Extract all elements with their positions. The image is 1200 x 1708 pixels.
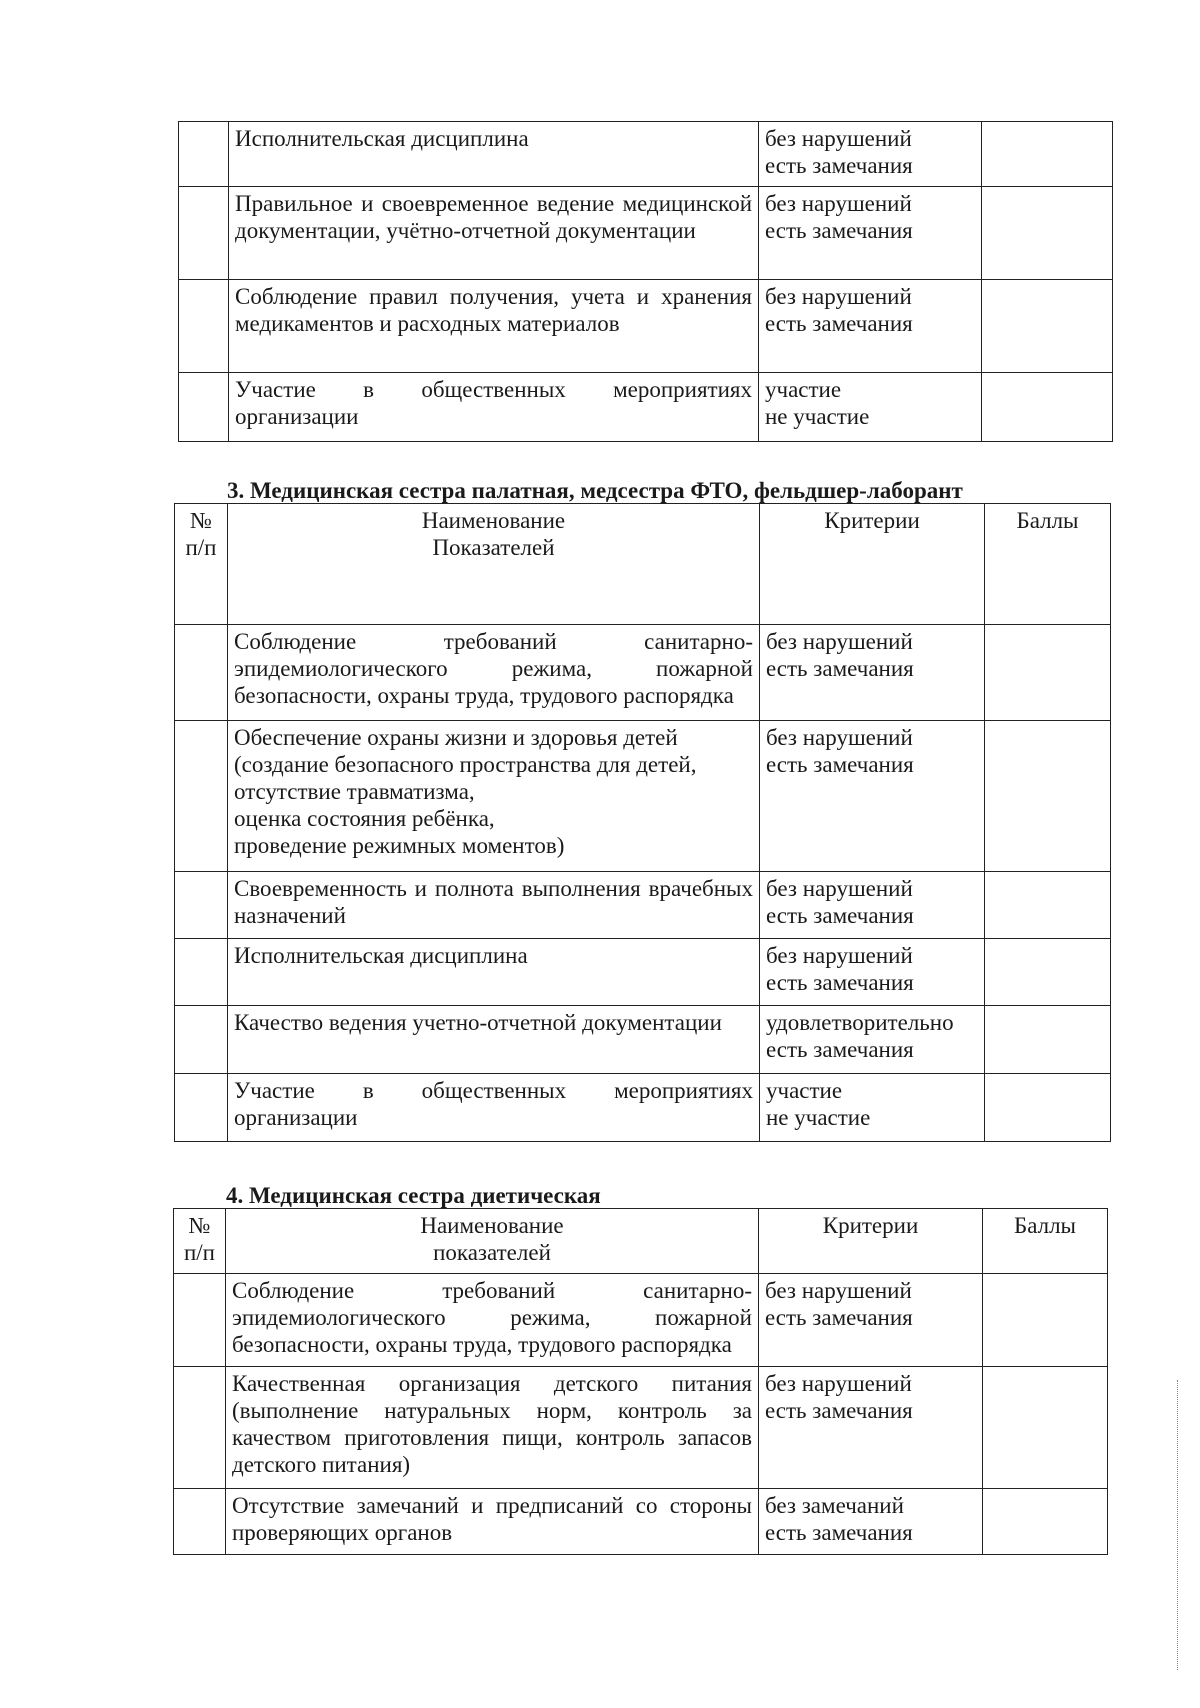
row-number <box>175 721 228 872</box>
table-row <box>174 1489 1108 1555</box>
criteria-cell <box>760 625 985 721</box>
table-row <box>175 1074 1111 1142</box>
score-cell[interactable] <box>985 625 1111 721</box>
row-number <box>175 939 228 1006</box>
section2-rows <box>179 122 1113 442</box>
row-number <box>179 373 229 442</box>
column-header-number: № п/п <box>174 1209 226 1274</box>
table-row <box>175 721 1111 872</box>
table-header-row <box>174 1209 1108 1274</box>
criteria-option: есть замечания <box>765 1305 913 1330</box>
score-cell[interactable] <box>985 721 1111 872</box>
column-header-name <box>228 504 760 625</box>
criteria-option: есть замечания <box>765 1398 913 1423</box>
table-row <box>179 280 1113 373</box>
column-header-name <box>226 1209 759 1274</box>
section4-table <box>173 1208 1108 1555</box>
criteria-option: есть замечания <box>766 903 914 928</box>
criteria-option: без нарушений <box>766 876 913 901</box>
indicator-name: Правильное и своевременное ведение медицинской документации, учётно-отчетной документации <box>229 187 759 280</box>
criteria-cell <box>760 721 985 872</box>
criteria-option: есть замечания <box>765 218 913 243</box>
criteria-option: участие <box>765 377 842 402</box>
row-number <box>174 1489 226 1555</box>
row-number <box>175 1074 228 1142</box>
criteria-option: есть замечания <box>766 656 914 681</box>
criteria-cell <box>760 872 985 939</box>
row-number <box>179 280 229 373</box>
criteria-cell <box>760 1006 985 1074</box>
criteria-option: есть замечания <box>766 752 914 777</box>
score-cell[interactable] <box>982 187 1113 280</box>
table-row <box>174 1367 1108 1489</box>
criteria-option: без нарушений <box>765 191 912 216</box>
score-cell[interactable] <box>985 872 1111 939</box>
indicator-name: Своевременность и полнота выполнения врачебных назначений <box>228 872 760 939</box>
indicator-name: Исполнительская дисциплина <box>228 939 760 1006</box>
header-name-line: Наименование <box>421 508 566 533</box>
row-number <box>179 187 229 280</box>
criteria-option: есть замечания <box>765 1520 913 1545</box>
table-row <box>175 1006 1111 1074</box>
criteria-option: есть замечания <box>765 311 913 336</box>
table-row <box>179 373 1113 442</box>
criteria-cell <box>759 280 982 373</box>
criteria-option: без нарушений <box>766 943 913 968</box>
score-cell[interactable] <box>982 122 1113 187</box>
section3-table <box>174 503 1111 1142</box>
indicator-name: Качественная организация детского питания (выполнение натуральных норм, контроль за качеством приготовления пищи, контроль запасов детского питания) <box>226 1367 759 1489</box>
header-name-line: Показателей <box>432 535 555 560</box>
section3-rows <box>175 504 1111 1142</box>
criteria-option: без нарушений <box>766 725 913 750</box>
criteria-cell <box>759 122 982 187</box>
row-number <box>174 1274 226 1367</box>
row-number <box>179 122 229 187</box>
indicator-name-line: отсутствие травматизма, <box>234 779 475 804</box>
criteria-option: без нарушений <box>766 629 913 654</box>
indicator-name: Участие в общественных мероприятиях организации <box>229 373 759 442</box>
criteria-option: без нарушений <box>765 126 912 151</box>
criteria-cell <box>759 1367 983 1489</box>
indicator-name: Качество ведения учетно-отчетной документации <box>228 1006 760 1074</box>
score-cell[interactable] <box>983 1489 1108 1555</box>
indicator-name: Соблюдение требований санитарно-эпидемиологического режима, пожарной безопасности, охраны труда, трудового распорядка <box>228 625 760 721</box>
section3-title: 3. Медицинская сестра палатная, медсестра ФТО, фельдшер-лаборант <box>227 478 963 503</box>
section4-rows <box>174 1209 1108 1555</box>
indicator-name: Соблюдение требований санитарно-эпидемиологического режима, пожарной безопасности, охраны труда, трудового распорядка <box>226 1274 759 1367</box>
criteria-option: удовлетворительно <box>766 1010 954 1035</box>
indicator-name: Исполнительская дисциплина <box>229 122 759 187</box>
indicator-name <box>228 721 760 872</box>
column-header-criteria: Критерии <box>760 504 985 625</box>
table-row <box>175 625 1111 721</box>
column-header-score: Баллы <box>985 504 1111 625</box>
table-row <box>174 1274 1108 1367</box>
criteria-option: есть замечания <box>765 153 913 178</box>
criteria-option: без замечаний <box>765 1493 904 1518</box>
score-cell[interactable] <box>982 280 1113 373</box>
row-number <box>174 1367 226 1489</box>
table-header-row <box>175 504 1111 625</box>
score-cell[interactable] <box>982 373 1113 442</box>
criteria-option: без нарушений <box>765 284 912 309</box>
score-cell[interactable] <box>985 1074 1111 1142</box>
indicator-name-line: оценка состояния ребёнка, <box>234 806 495 831</box>
section2-table <box>178 121 1113 442</box>
score-cell[interactable] <box>985 939 1111 1006</box>
header-name-line: показателей <box>433 1240 551 1265</box>
row-number <box>175 1006 228 1074</box>
criteria-option: без нарушений <box>765 1278 912 1303</box>
indicator-name: Отсутствие замечаний и предписаний со стороны проверяющих органов <box>226 1489 759 1555</box>
table-row <box>175 872 1111 939</box>
criteria-option: участие <box>766 1078 843 1103</box>
indicator-name-line: Обеспечение охраны жизни и здоровья детей <box>234 725 678 750</box>
column-header-number: № п/п <box>175 504 228 625</box>
score-cell[interactable] <box>983 1367 1108 1489</box>
indicator-name: Соблюдение правил получения, учета и хранения медикаментов и расходных материалов <box>229 280 759 373</box>
indicator-name-line: (создание безопасного пространства для детей, <box>234 752 697 777</box>
section4-title: 4. Медицинская сестра диетическая <box>226 1183 601 1208</box>
indicator-name-line: проведение режимных моментов) <box>234 833 565 858</box>
criteria-cell <box>759 1274 983 1367</box>
table-row <box>179 122 1113 187</box>
scan-edge-divider <box>1177 1380 1178 1670</box>
score-cell[interactable] <box>983 1274 1108 1367</box>
criteria-cell <box>759 373 982 442</box>
criteria-option: есть замечания <box>766 970 914 995</box>
column-header-score: Баллы <box>983 1209 1108 1274</box>
criteria-option: есть замечания <box>766 1037 914 1062</box>
criteria-cell <box>760 1074 985 1142</box>
score-cell[interactable] <box>985 1006 1111 1074</box>
header-name-line: Наименование <box>420 1213 564 1238</box>
criteria-option: не участие <box>766 1105 871 1130</box>
criteria-option: не участие <box>765 404 870 429</box>
table-row <box>175 939 1111 1006</box>
column-header-criteria: Критерии <box>759 1209 983 1274</box>
indicator-name: Участие в общественных мероприятиях организации <box>228 1074 760 1142</box>
criteria-cell <box>759 187 982 280</box>
criteria-option: без нарушений <box>765 1371 912 1396</box>
table-row <box>179 187 1113 280</box>
criteria-cell <box>760 939 985 1006</box>
row-number <box>175 625 228 721</box>
row-number <box>175 872 228 939</box>
criteria-cell <box>759 1489 983 1555</box>
